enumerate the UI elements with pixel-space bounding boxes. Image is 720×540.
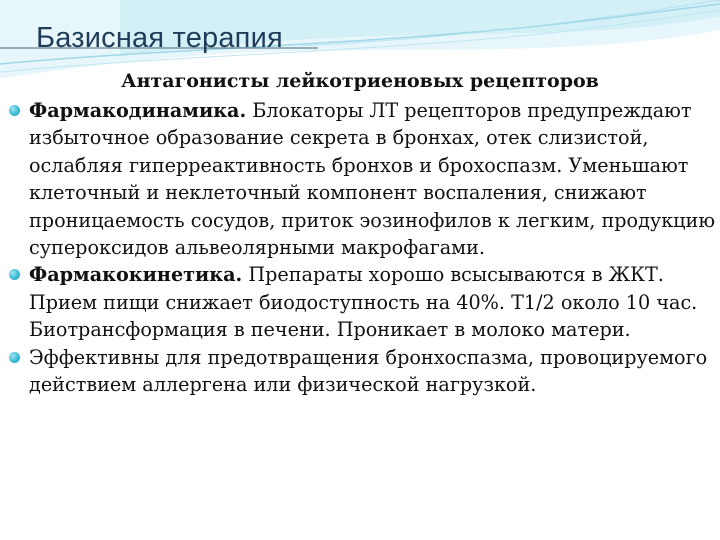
- bullet-lead: Фармакодинамика.: [29, 99, 247, 122]
- bullet-text: Блокаторы ЛТ рецепторов предупреждают избыточное образование секрета в бронхах, отек слизистой, ослабляя гиперреактивность бронхов и брохоспазм. Уменьшают клеточный и неклеточный компонент воспаления, снижают проницаемость сосудов, приток эозинофилов к легким, продукцию супероксидов альвеолярными макрофагами.: [29, 99, 716, 260]
- bullet-lead: Фармакокинетика.: [29, 263, 243, 287]
- bullet-dot-icon: [9, 269, 20, 280]
- bullet-text: Препараты хорошо всысываются в ЖКТ. Прием пищи снижает биодоступность на 40%. Т1/2 около 10 час. Биотрансформация в печени. Проникает в молоко матери.: [29, 263, 698, 342]
- bullet-text: Эффективны для предотвращения бронхоспазма, провоцируемого действием аллергена или физической нагрузкой.: [29, 345, 708, 397]
- bullet-item-pharmacodynamics: [8, 97, 720, 261]
- slide-subtitle: Антагонисты лейкотриеновых рецепторов: [121, 70, 599, 92]
- bullet-item-efficacy: [8, 344, 720, 399]
- bullet-item-pharmacokinetics: [8, 261, 720, 343]
- bullet-dot-icon: [9, 105, 20, 116]
- bullet-dot-icon: [9, 352, 20, 363]
- bullet-list: [8, 97, 720, 398]
- slide-title: Базисная терапия: [36, 22, 283, 54]
